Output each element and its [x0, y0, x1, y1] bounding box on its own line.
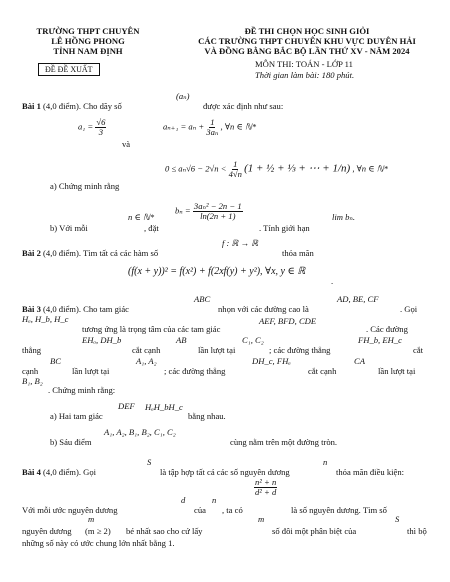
bai3-ab: AB — [176, 335, 187, 345]
bai1-n-in-N: n ∈ ℕ* — [128, 212, 155, 222]
bai3-six-points: A₁, A₂, B₁, B₂, C₁, C₂ — [104, 427, 176, 437]
a1-num: √6 — [96, 117, 106, 127]
bai4-line3a: nguyên dương — [22, 526, 72, 536]
bai3-canh: cạnh — [22, 366, 39, 376]
bai4-line3b: bé nhất sao cho cứ lấy — [126, 526, 203, 536]
ineq-sum: (1 + ½ + ⅓ + ⋯ + 1/n) — [244, 162, 351, 175]
bai3-label: Bài 3 — [22, 304, 41, 314]
bai3-triangles: AEF, BFD, CDE — [259, 316, 317, 326]
ineq-den: 4√n — [228, 169, 242, 179]
bai4-m2: m — [258, 514, 265, 524]
bai4-line2d: là số nguyên dương. Tìm số — [291, 505, 387, 515]
bai1-bn — [175, 202, 243, 221]
bai1-va: và — [122, 139, 131, 149]
proposal-badge: ĐỀ ĐỀ XUẤT — [38, 63, 100, 76]
ineq-fraction — [229, 160, 242, 179]
bai3-c12: C₁, C₂ — [242, 335, 264, 345]
bai3-lan2: lần lượt tại — [72, 366, 110, 376]
bai3-bc: BC — [50, 356, 61, 366]
bai3-part-a: a) Hai tam giác — [50, 411, 103, 421]
bai1-limit: lim bₙ. — [332, 212, 356, 222]
rec-left: aₙ₊₁ = aₙ + — [163, 121, 205, 132]
exam-title-line-3: VÀ ĐỒNG BẰNG BẮC BỘ LẦN THỨ XV - NĂM 2024 — [204, 46, 410, 56]
bai4-S: S — [147, 457, 152, 467]
bai4-line4: những số này có ước chung lớn nhất bằng 1. — [22, 538, 175, 548]
bai1-label: Bài 1 — [22, 101, 41, 111]
rec-num: 1 — [210, 117, 215, 127]
bai4-frac — [254, 478, 277, 497]
bai3-cat1: cắt cạnh — [132, 345, 161, 355]
bai4-line3c: số đôi một phân biệt của — [272, 526, 357, 536]
bai4-label: Bài 4 — [22, 467, 41, 477]
bai4-line2c: , ta có — [222, 505, 243, 515]
bai3-goi: . Gọi — [400, 304, 418, 314]
bn-fraction — [193, 202, 243, 221]
bai3-bang: bằng nhau. — [188, 411, 226, 421]
bai1-def: được xác định như sau: — [203, 101, 284, 111]
bai4-S2: S — [395, 514, 400, 524]
school-name — [22, 26, 154, 56]
a1-label: a₁ = — [78, 121, 94, 132]
bn-num: 3aₙ² − 2n − 1 — [193, 201, 242, 211]
bai1-part-a: a) Chứng minh rằng — [50, 181, 120, 191]
bai3-text3: tương ứng là trọng tâm của các tam giác — [82, 324, 221, 334]
exam-title — [172, 26, 442, 56]
bai3-thang: thẳng — [22, 345, 42, 355]
bai1-inequality — [165, 160, 388, 179]
bai3-lines-3: DH_c, FHₐ — [252, 356, 291, 366]
bai2-intro — [22, 248, 158, 259]
exam-subject: MÔN THI: TOÁN - LỚP 11 — [255, 59, 353, 69]
bai3-text1: (4,0 điểm). Cho tam giác — [43, 304, 129, 314]
bai4-fraction — [254, 478, 277, 497]
bai3-lines-2: FH_b, EH_c — [358, 335, 402, 345]
bai3-altitudes: AD, BE, CF — [337, 294, 379, 304]
bn-label: bₙ = — [175, 205, 191, 216]
bai4-line2a: Với mỗi ước nguyên dương — [22, 505, 118, 515]
ineq-cond: , ∀n ∈ ℕ* — [352, 163, 388, 174]
bai3-cac: . Các đường — [366, 324, 408, 334]
bai4-line3d: thì bộ — [407, 526, 427, 536]
school-line-2: LÊ HỒNG PHONG — [51, 36, 125, 46]
bai4-m: m — [88, 514, 95, 524]
bai1-sequence: (aₙ) — [176, 91, 190, 101]
rec-cond: , ∀n ∈ ℕ* — [220, 121, 257, 132]
bai3-lan3: lần lượt tại — [378, 366, 416, 376]
bai4-d: d — [181, 495, 186, 505]
school-line-1: TRƯỜNG THPT CHUYÊN — [36, 26, 140, 36]
bai3-centroids: Hₐ, H_b, H_c — [22, 314, 69, 324]
bai3-lines-1: EHₐ, DH_b — [82, 335, 122, 345]
exam-title-line-1: ĐỀ THI CHỌN HỌC SINH GIỎI — [244, 26, 370, 36]
bai2-label: Bài 2 — [22, 248, 41, 258]
bai3-cd2: ; các đường thẳng — [269, 345, 331, 355]
bai2-dot: . — [331, 276, 334, 286]
bai3-ca: CA — [354, 356, 365, 366]
bai4-frac-den: d² + d — [255, 487, 277, 497]
bai4-n2: n — [212, 495, 217, 505]
bai4-mcond: (m ≥ 2) — [85, 526, 111, 536]
bai4-line2b: của — [194, 505, 206, 515]
rec-den: 3aₙ — [206, 127, 219, 137]
bai2-equation: (f(x + y))² = f(x²) + f(2xf(y) + y²), ∀x, y ∈ ℝ — [128, 266, 306, 277]
rec-fraction — [206, 118, 218, 137]
bai3-b12: B₁, B₂ — [22, 376, 43, 386]
bai4-frac-num: n² + n — [255, 477, 277, 487]
ineq-num: 1 — [233, 159, 238, 169]
ineq-left: 0 ≤ aₙ√6 − 2√n < — [165, 163, 227, 174]
bai1-part-b — [50, 223, 88, 234]
bai3-cung: cùng nằm trên một đường tròn. — [230, 437, 338, 447]
bai2-text: (4,0 điểm). Tìm tất cả các hàm số — [43, 248, 159, 258]
bai1-a1 — [78, 118, 106, 137]
bai4-text1: (4,0 điểm). Gọi — [43, 467, 97, 477]
a1-fraction — [95, 118, 106, 137]
bai3-cd3: ; các đường thẳng — [164, 366, 226, 376]
bai1-limit-text: . Tính giới hạn — [259, 223, 310, 233]
bai2-function: f : ℝ → ℝ — [222, 238, 259, 248]
bai4-text2: là tập hợp tất cả các số nguyên dương — [160, 467, 290, 477]
bai3-part-b: b) Sáu điểm — [50, 437, 92, 447]
bai1-intro — [22, 101, 122, 112]
exam-title-line-2: CÁC TRƯỜNG THPT CHUYÊN KHU VỰC DUYÊN HẢI — [198, 36, 416, 46]
bai3-cat3: cắt cạnh — [308, 366, 337, 376]
bai4-n: n — [323, 457, 328, 467]
part-b-pre: b) Với mỗi — [50, 223, 88, 233]
bai1-recurrence — [163, 118, 256, 137]
bai3-text2: nhọn với các đường cao là — [218, 304, 309, 314]
bai3-lan1: lần lượt tại — [198, 345, 236, 355]
bai3-abc: ABC — [194, 294, 211, 304]
school-line-3: TỈNH NAM ĐỊNH — [53, 46, 123, 56]
bai3-a12: A₁, A₂ — [136, 356, 157, 366]
bn-den: ln(2n + 1) — [200, 211, 236, 221]
bai3-def: DEF — [118, 401, 135, 411]
bai4-line1 — [22, 467, 96, 478]
bai1-points: (4,0 điểm). Cho dãy số — [43, 101, 122, 111]
bai2-thoa: thỏa mãn — [282, 248, 314, 258]
bai3-cm: . Chứng minh rằng: — [48, 385, 116, 395]
bai3-hhh: HₐH_bH_c — [145, 402, 183, 412]
bai4-text3: thỏa mãn điều kiện: — [336, 467, 405, 477]
bai1-dat: , đặt — [144, 223, 159, 233]
a1-den: 3 — [98, 127, 104, 137]
exam-time: Thời gian làm bài: 180 phút. — [255, 70, 355, 80]
bai3-cat2: cắt — [413, 345, 424, 355]
